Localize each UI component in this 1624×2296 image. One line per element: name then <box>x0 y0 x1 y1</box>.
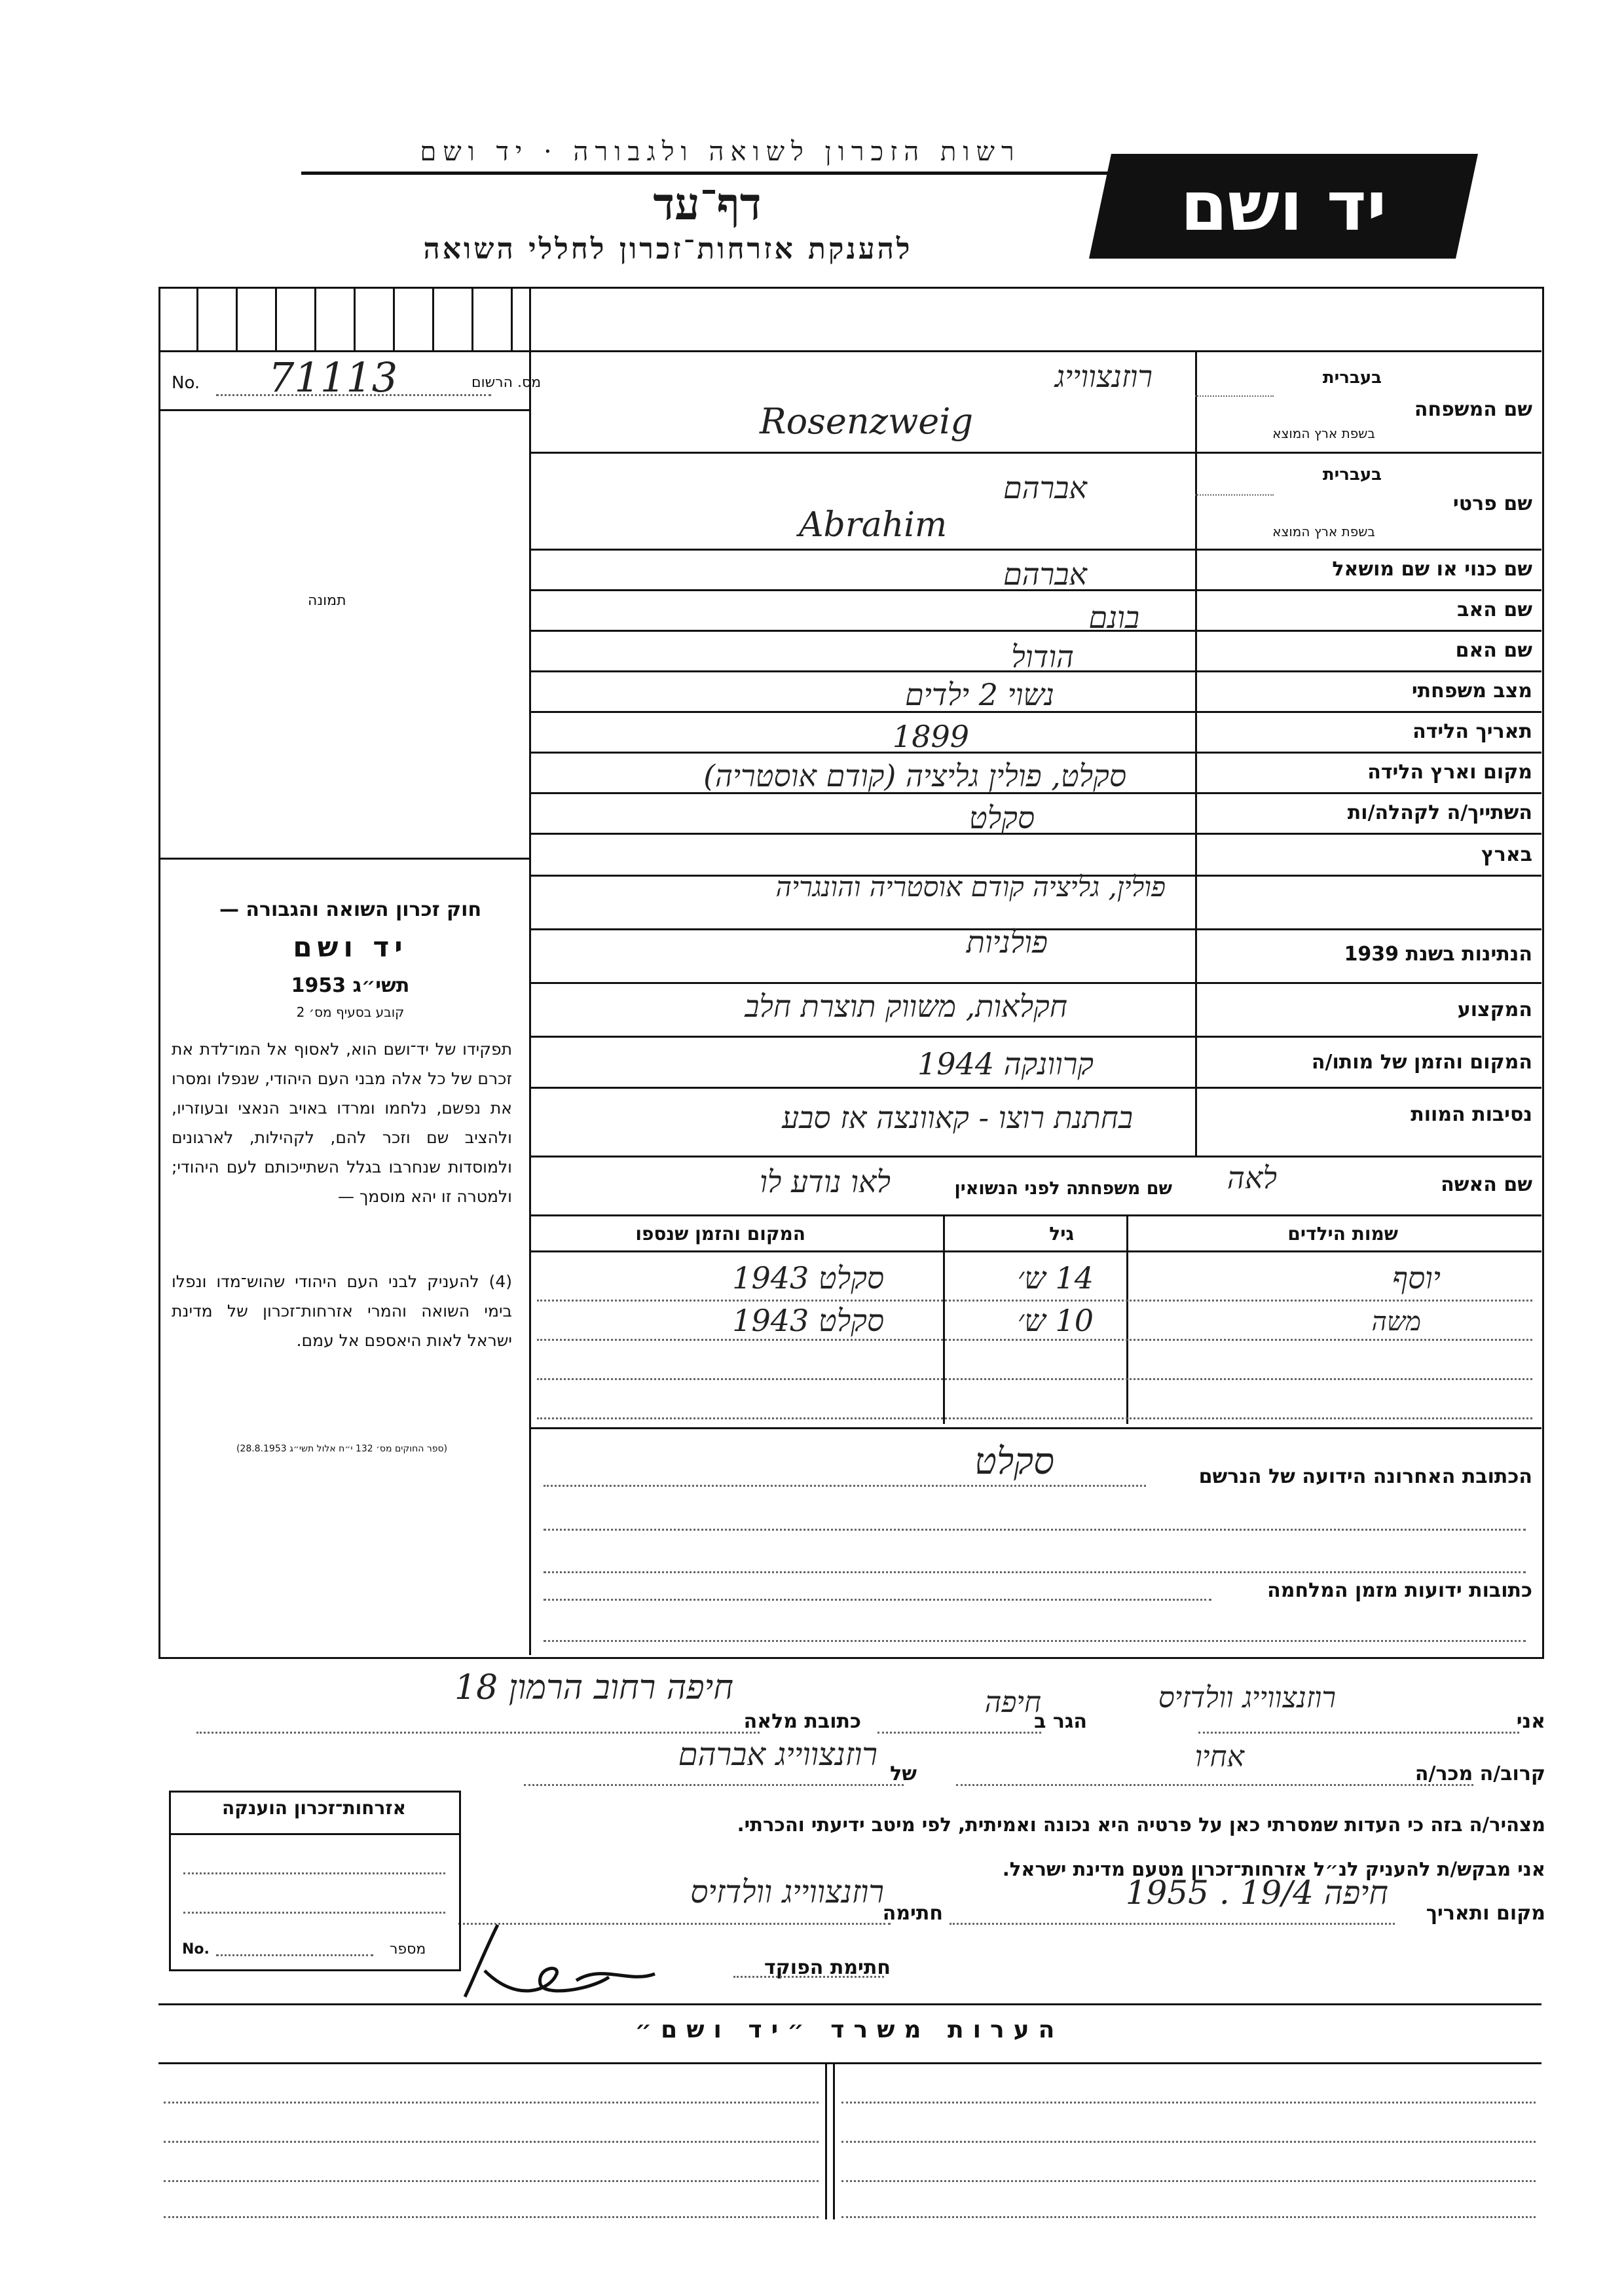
relation-dots <box>956 1784 1473 1786</box>
declarant-city: חיפה <box>984 1686 1041 1719</box>
relation-value: אחיו <box>1194 1740 1244 1774</box>
declarant-city-dots <box>877 1732 1041 1734</box>
birthdate-label: תאריך הלידה <box>1412 720 1532 743</box>
place-date-dots <box>950 1923 1395 1925</box>
citizenship-box-dots <box>183 1912 445 1914</box>
children-row-line <box>537 1339 1532 1341</box>
maiden-label: שם משפחתה לפני הנשואין <box>954 1178 1172 1199</box>
law-title: חוק זכרון השואה והגבורה — <box>219 898 482 921</box>
notes-dots <box>841 2141 1536 2143</box>
marital-value: נשוי 2 ילדים <box>905 677 1054 712</box>
wife-label: שם האשה <box>1441 1173 1532 1196</box>
children-age-header: גיל <box>1049 1223 1074 1245</box>
row-line <box>529 833 1541 835</box>
citizenship-no-label: No. <box>182 1941 210 1958</box>
place-date-value: חיפה 19/4 . 1955 <box>1125 1874 1388 1912</box>
address-dots <box>544 1640 1526 1642</box>
notes-dots <box>164 2216 819 2218</box>
death-circ-label: נסיבות המוות <box>1411 1103 1532 1126</box>
registration-no-label: No. <box>172 373 200 393</box>
address-dots <box>544 1571 1526 1573</box>
death-place-value: קרוונקה 1944 <box>917 1046 1094 1082</box>
official-signature-dots <box>733 1976 884 1978</box>
citizenship-label: הנתינות בשנת 1939 <box>1344 943 1532 966</box>
firstname-hebrew-value: אברהם <box>1003 470 1087 505</box>
row-line <box>529 1214 1541 1216</box>
wartime-dots <box>544 1599 1211 1601</box>
row-line <box>529 549 1541 551</box>
law-section: קובע בסעיף מס׳ 2 <box>296 1004 405 1020</box>
citizenship-no-dots <box>216 1954 373 1956</box>
death-place-label: המקום והזמן של מותו/ה <box>1311 1051 1532 1074</box>
full-address-dots <box>196 1732 760 1734</box>
maiden-value: לאו נודע לו <box>760 1164 891 1199</box>
occupation-label: המקצוע <box>1457 998 1532 1021</box>
nickname-value: אברהם <box>1003 556 1087 592</box>
notes-dots <box>841 2216 1536 2218</box>
row-line <box>529 1087 1541 1089</box>
full-address-value: חיפה רחוב הרמון 18 <box>454 1668 733 1707</box>
citizenship-box-line <box>169 1833 459 1835</box>
children-bottom-line <box>529 1427 1541 1429</box>
last-address-value: סקלט <box>974 1440 1054 1483</box>
notes-dots <box>841 2180 1536 2182</box>
law-text: תפקידו של יד־ושם הוא, לאסוף אל המו־לדת את זכרם של כל אלה מבני העם היהודי, שנפלו ומסרו את נפשם, נלחמו ומרדו באויב הנאצי ובעוזריו, ולהציב שם וזכר להם, לקהילות, לארגונים ולמוסדות שנחרבו בגלל השתייכותם לעם היהודי; ולמטרה זו יהא מוסמך — <box>172 1040 512 1206</box>
registration-dots <box>216 394 491 396</box>
institute-line: רשות הזכרון לשואה ולגבורה · יד ושם <box>420 137 1021 167</box>
declarant-lives-label: הגר ב <box>1034 1710 1087 1733</box>
children-death-header: המקום והזמן שנספו <box>635 1223 805 1245</box>
children-row-line <box>537 1300 1532 1302</box>
surname-hebrew-value: רוזנצווייג <box>1054 359 1153 394</box>
birthplace-label: מקום וארץ הלידה <box>1367 761 1532 784</box>
notes-dots <box>164 2141 819 2143</box>
notes-divider <box>833 2062 835 2219</box>
form-subtitle: להענקת אזרחות־זכרון לחללי השואה <box>423 232 913 266</box>
strip-cell <box>393 287 395 350</box>
of-name: רוזנצווייג אברהם <box>678 1736 877 1773</box>
firstname-latin-value: Abrahim <box>799 505 948 545</box>
row-line <box>1195 395 1274 397</box>
citizenship-box-title: אזרחות־זכרון הוענקה <box>222 1797 406 1819</box>
registration-number: 71113 <box>268 354 398 401</box>
official-signature-scribble <box>458 1912 668 2010</box>
row-line <box>529 1156 1541 1157</box>
of-name-dots <box>524 1784 904 1786</box>
notes-dots <box>841 2102 1536 2104</box>
father-label: שם האב <box>1457 598 1532 621</box>
row-line <box>529 982 1541 984</box>
notes-divider <box>825 2062 827 2219</box>
form-title: דף־עד <box>653 178 762 230</box>
firstname-origin-label: בשפת ארץ המוצא <box>1272 524 1375 539</box>
strip-cell <box>432 287 434 350</box>
children-header-line <box>529 1250 1541 1252</box>
citizenship-box-dots <box>183 1872 445 1874</box>
child-1-name: יוסף <box>1392 1260 1441 1296</box>
child-2-age: 10 ש׳ <box>1017 1303 1094 1338</box>
address-dots <box>544 1529 1526 1531</box>
relation-label: קרוב/ה מכר/ה <box>1414 1762 1545 1785</box>
top-strip-line <box>158 350 1541 352</box>
signature-value: רוזנצווייג וולדזיס <box>690 1874 884 1910</box>
law-name: יד ושם <box>293 931 408 963</box>
community-value: סקלט <box>969 800 1035 835</box>
row-line <box>1195 494 1274 496</box>
firstname-label: שם פרטי <box>1452 492 1532 515</box>
strip-cell <box>471 287 473 350</box>
children-row-line <box>537 1417 1532 1419</box>
strip-cell <box>275 287 277 350</box>
surname-hebrew-label: בעברית <box>1322 368 1382 388</box>
community-label: השתייך/ה לקהלה/ות <box>1347 801 1532 824</box>
full-address-label: כתובת מלאה <box>743 1710 861 1733</box>
child-2-death: סקלט 1943 <box>732 1303 884 1338</box>
children-row-line <box>537 1378 1532 1380</box>
strip-cell <box>196 287 198 350</box>
surname-latin-value: Rosenzweig <box>760 401 974 442</box>
firstname-hebrew-label: בעברית <box>1322 465 1382 484</box>
children-names-header: שמות הילדים <box>1287 1223 1398 1245</box>
country-value: פולין, גליציה קודם אוסטריה והונגריה <box>775 871 1166 903</box>
law-source: (ספר החוקים מס׳ 132 י״ח אלול תשי״ג 28.8.1953) <box>236 1444 448 1454</box>
wartime-address-label: כתובות ידועות מזמן המלחמה <box>1267 1579 1532 1602</box>
declarant-i-label: אני <box>1516 1710 1545 1733</box>
row-line <box>529 752 1541 754</box>
wife-value: לאה <box>1227 1160 1277 1195</box>
marital-label: מצב משפחתי <box>1411 680 1532 702</box>
request-text: אני מבקש/ת להעניק לנ״ל אזרחות־זכרון מטעם מדינת ישראל. <box>1002 1858 1545 1880</box>
office-notes-title: הערות משרד ״יד ושם״ <box>635 2016 1064 2043</box>
of-label: של <box>890 1762 917 1785</box>
strip-cell <box>354 287 356 350</box>
notes-top-line <box>158 2003 1541 2005</box>
mother-label: שם האם <box>1455 639 1532 662</box>
registration-line <box>158 409 529 411</box>
declarant-name-dots <box>1198 1732 1519 1734</box>
row-line <box>529 1036 1541 1038</box>
mother-value: הודול <box>1011 639 1074 674</box>
occupation-value: חקלאות, משווק תוצרת חלב <box>745 989 1067 1024</box>
child-1-age: 14 ש׳ <box>1017 1260 1094 1296</box>
notes-dots <box>164 2180 819 2182</box>
row-line <box>529 452 1541 454</box>
strip-cell <box>511 287 513 350</box>
signature-label: חתימה <box>882 1902 943 1925</box>
notes-title-line <box>158 2062 1541 2064</box>
nickname-label: שם כנוי או שם מושאל <box>1332 558 1532 581</box>
child-1-death: סקלט 1943 <box>732 1260 884 1296</box>
surname-origin-label: בשפת ארץ המוצא <box>1272 426 1375 441</box>
official-signature-label: חתימת הפוקד <box>764 1956 891 1979</box>
declarant-name: רוזנצווייג וולדזיס <box>1158 1681 1336 1715</box>
father-value: בונם <box>1088 600 1139 635</box>
photo-line <box>158 858 529 860</box>
last-address-label: הכתובת האחרונה הידועה של הנרשם <box>1198 1465 1532 1488</box>
logo-text: יד ושם <box>1180 166 1387 246</box>
col-divider <box>529 287 531 1655</box>
country-label: בארץ <box>1481 843 1532 866</box>
notes-dots <box>164 2102 819 2104</box>
children-col-line <box>1126 1214 1128 1424</box>
declare-text: מצהיר/ה בזה כי העדות שמסרתי כאן על פרטיה היא נכונה ואמיתית, לפי מיטב ידיעתי והכרתי. <box>737 1813 1545 1836</box>
citizenship-value: פולניות <box>966 924 1048 960</box>
header-underline <box>301 172 1139 175</box>
row-line <box>529 630 1541 632</box>
law-year: תשי״ג 1953 <box>291 974 410 997</box>
citizenship-number-label: מספר <box>390 1941 426 1958</box>
law-clause: (4) להעניק לבני העם היהודי שהוש־מדו ונפלו בימי השואה והמרי אזרחות־זכרון של מדינת ישראל לאות היאספם אל עמם. <box>172 1272 512 1350</box>
surname-label: שם המשפחה <box>1414 398 1532 421</box>
photo-label: תמונה <box>308 592 346 609</box>
death-circ-value: בחתנת רוצו - קאוונצה אז סבע <box>782 1100 1133 1135</box>
place-date-label: מקום ותאריך <box>1426 1902 1545 1925</box>
children-col-line <box>943 1214 945 1424</box>
birthdate-value: 1899 <box>892 719 969 754</box>
birthplace-value: סקלט, פולין גליציה (קודם אוסטריה) <box>703 758 1126 793</box>
child-2-name: משה <box>1371 1307 1421 1337</box>
strip-cell <box>236 287 238 350</box>
strip-cell <box>314 287 316 350</box>
registration-label: מס. הרשום <box>471 374 542 391</box>
last-address-dots <box>544 1485 1146 1487</box>
